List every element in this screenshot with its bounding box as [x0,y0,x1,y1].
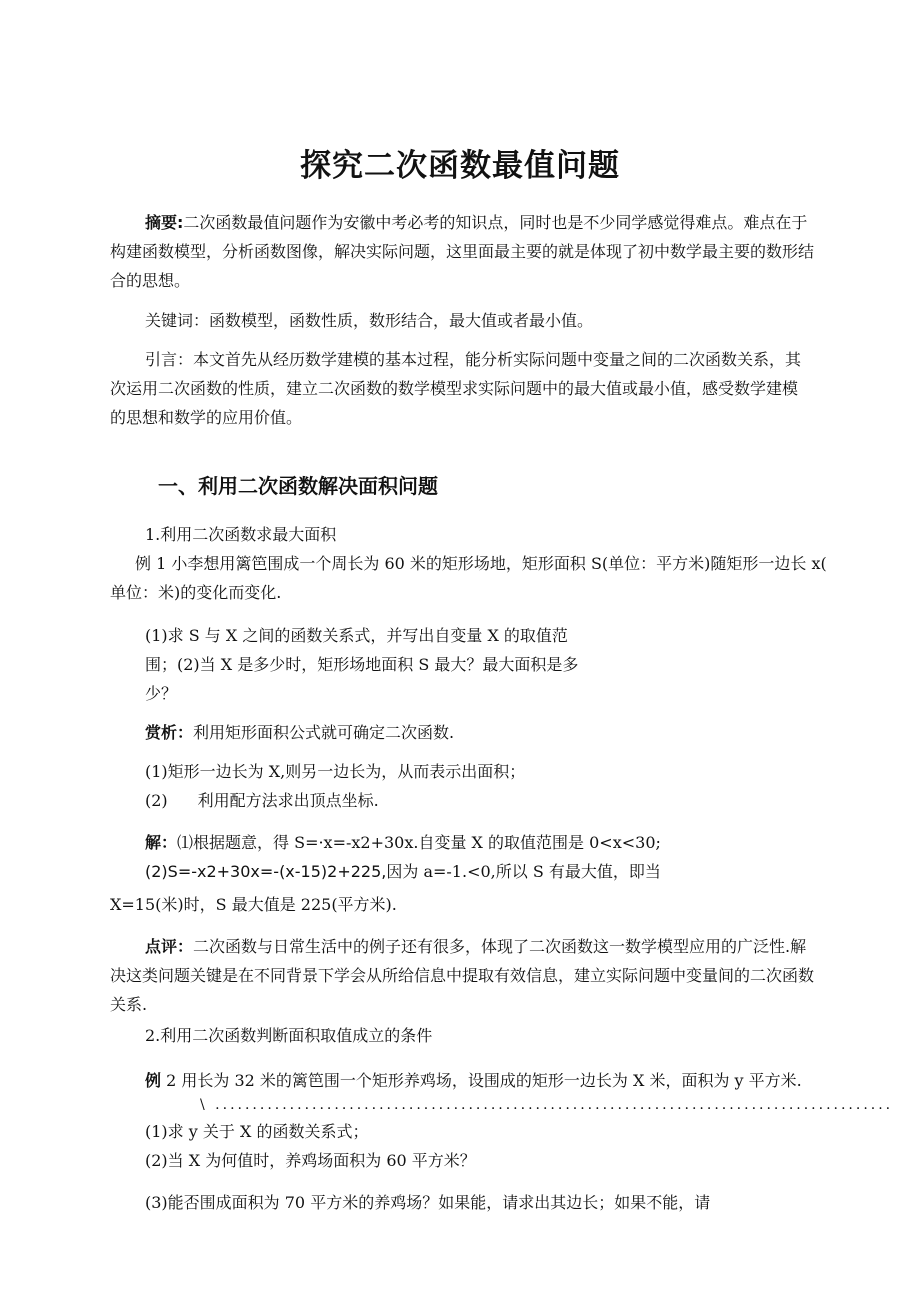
subsection-1-heading: 1.利用二次函数求最大面积 [145,525,337,544]
solution-label: 解： [145,833,178,852]
solution-line-3: X=15(米)时，S 最大值是 225(平方米). [110,895,397,914]
document-title: 探究二次函数最值问题 [300,148,620,184]
section-1-heading: 一、利用二次函数解决面积问题 [158,474,438,498]
analysis-point-2: (2) 利用配方法求出顶点坐标. [145,791,379,810]
example-2-question-2: (2)当 X 为何值时，养鸡场面积为 60 平方米？ [145,1151,476,1170]
example-1-question-2: 围；(2)当 X 是多少时，矩形场地面积 S 最大？最大面积是多 [145,655,579,674]
abstract-line-2: 构建函数模型，分析函数图像，解决实际问题，这里面最主要的就是体现了初中数学最主要的数形结 [110,242,815,261]
solution-line-2: (2)S=-x2+30x=-(x-15)2+225,因为 a=-1.<0,所以 S 有最大值，即当 [145,862,661,881]
intro-line-2: 次运用二次函数的性质，建立二次函数的数学模型求实际问题中的最大值或最小值，感受数学建模 [110,379,799,398]
subsection-2-heading: 2.利用二次函数判断面积取值成立的条件 [145,1026,433,1045]
comment-line-2: 决这类问题关键是在不同背景下学会从所给信息中提取有效信息，建立实际问题中变量间的二次函数 [110,966,815,985]
comment-line-3: 关系. [110,995,148,1014]
analysis-label: 赏析： [145,723,194,742]
example-1-question-1: (1)求 S 与 X 之间的函数关系式，并写出自变量 X 的取值范 [145,626,568,645]
example-2-question-3: (3)能否围成面积为 70 平方米的养鸡场？如果能，请求出其边长；如果不能，请 [145,1193,711,1212]
solution-line-1: 解：⑴根据题意，得 S=·x=-x2+30x.自变量 X 的取值范围是 0<x<30; [145,833,661,852]
analysis-line: 赏析：利用矩形面积公式就可确定二次函数. [145,723,455,742]
example-1-line-1: 例 1 小李想用篱笆围成一个周长为 60 米的矩形场地，矩形面积 S(单位：平方米)随矩形一边长 x( [135,554,827,573]
comment-line-1: 点评：二次函数与日常生活中的例子还有很多，体现了二次函数这一数学模型应用的广泛性.解 [145,937,807,956]
example-2-line: 例 2 用长为 32 米的篱笆围一个矩形养鸡场，设围成的矩形一边长为 X 米，面积为 y 平方米. [145,1071,802,1090]
example-1-question-3: 少？ [145,684,178,703]
example-2-label: 例 [145,1071,162,1090]
analysis-point-1: (1)矩形一边长为 X,则另一边长为，从而表示出面积； [145,762,526,781]
abstract-line-1: 摘要:二次函数最值问题作为安徽中考必考的知识点，同时也是不少同学感觉得难点。难点在于 [145,213,808,232]
dotted-leader-line: \ ........................................................................................... [200,1097,894,1113]
keywords: 关键词：函数模型，函数性质，数形结合，最大值或者最小值。 [145,311,594,330]
abstract-line-3: 合的思想。 [110,271,191,290]
abstract-label: 摘要: [145,213,184,232]
intro-line-3: 的思想和数学的应用价值。 [110,408,303,427]
example-1-line-2: 单位：米)的变化而变化. [110,583,282,602]
example-2-question-1: (1)求 y 关于 X 的函数关系式； [145,1122,369,1141]
comment-label: 点评： [145,937,194,956]
intro-line-1: 引言：本文首先从经历数学建模的基本过程，能分析实际问题中变量之间的二次函数关系，其 [145,350,802,369]
